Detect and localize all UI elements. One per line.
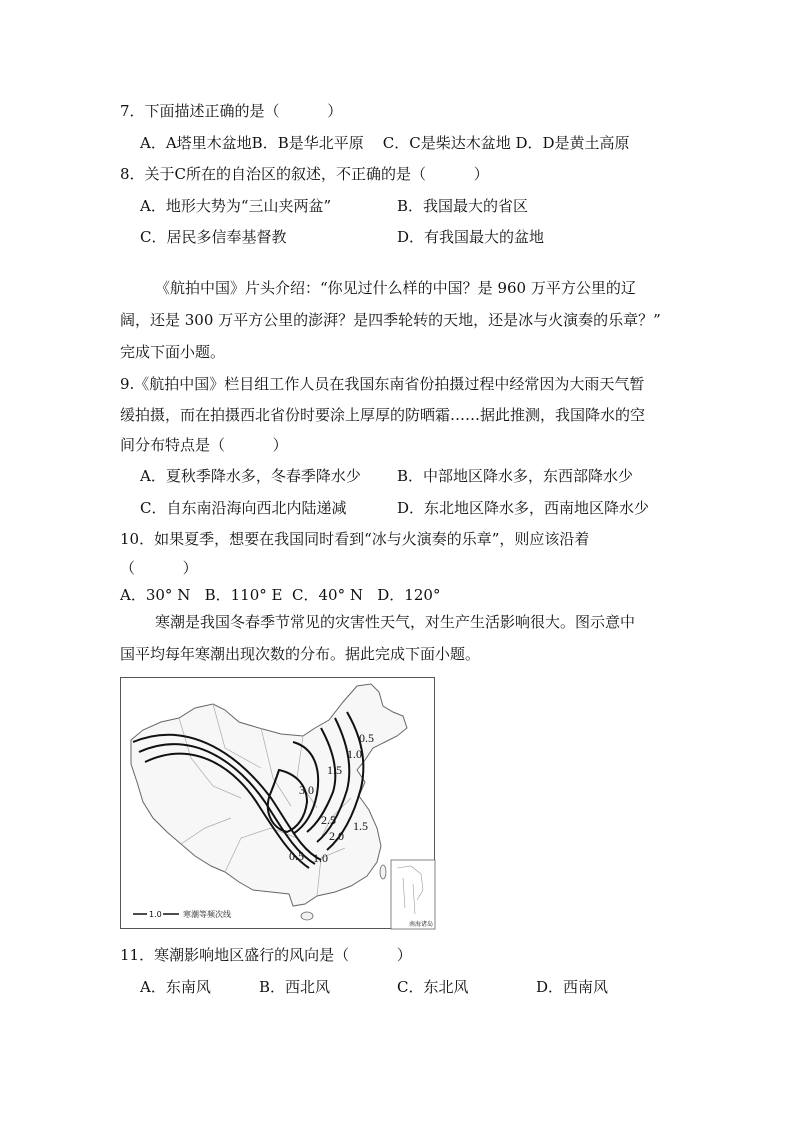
isoline-label-8: 0.5 (289, 849, 304, 863)
isoline-label-9: 1.0 (313, 851, 328, 865)
legend-sample-value: 1.0 (149, 910, 162, 919)
china-map-graphic (121, 678, 436, 930)
q11-option-b: B．西北风 (259, 978, 331, 996)
q9-option-d: D．东北地区降水多，西南地区降水少 (397, 499, 650, 517)
q9-stem-line1: 9.《航拍中国》栏目组工作人员在我国东南省份拍摄过程中经常因为大雨天气暂 (120, 375, 645, 393)
hainan-island (301, 912, 313, 920)
q11-option-c: C．东北风 (397, 978, 469, 996)
passage2-line2: 国平均每年寒潮出现次数的分布。据此完成下面小题。 (120, 645, 481, 663)
passage1-line2: 阔，还是 300 万平方公里的澎湃？是四季轮转的天地，还是冰与火演奏的乐章？” (120, 311, 661, 329)
q9-stem-line2: 缓拍摄，而在拍摄西北省份时要涂上厚厚的防晒霜……据此推测，我国降水的空 (120, 406, 646, 424)
cold-wave-frequency-map (120, 677, 435, 929)
q7-options: A．A塔里木盆地B．B是华北平原 C．C是柴达木盆地 D．D是黄土高原 (140, 134, 630, 152)
south-china-sea-inset (391, 860, 435, 929)
q8-option-a: A．地形大势为“三山夹两盆” (140, 197, 332, 215)
taiwan-island (380, 865, 386, 879)
isoline-label-6: 2.0 (329, 829, 344, 843)
passage1-line3: 完成下面小题。 (120, 343, 226, 361)
q10-stem-line1: 10．如果夏季，想要在我国同时看到“冰与火演奏的乐章”，则应该沿着 (120, 530, 590, 548)
passage2-line1: 寒潮是我国冬春季节常见的灾害性天气，对生产生活影响很大。图示意中 (155, 613, 636, 631)
q9-stem-line3: 间分布特点是（ ） (120, 436, 288, 454)
q11-stem: 11．寒潮影响地区盛行的风向是（ ） (120, 946, 412, 964)
q11-option-d: D．西南风 (536, 978, 609, 996)
q9-option-c: C．自东南沿海向西北内陆递减 (140, 499, 347, 517)
isoline-label-4: 3.0 (299, 783, 314, 797)
q9-option-b: B．中部地区降水多，东西部降水少 (397, 467, 634, 485)
passage1-line1: 《航拍中国》片头介绍：“你见过什么样的中国？是 960 万平方公里的辽 (155, 279, 636, 297)
q8-stem: 8．关于C所在的自治区的叙述，不正确的是（ ） (120, 165, 489, 183)
q11-option-a: A．东南风 (140, 978, 211, 996)
legend-text: 寒潮等频次线 (183, 910, 231, 919)
isoline-label-3: 1.5 (327, 763, 342, 777)
q7-stem: 7．下面描述正确的是（ ） (120, 102, 343, 120)
q10-stem-line2: （ ） (120, 559, 198, 577)
q8-option-b: B．我国最大的省区 (397, 197, 529, 215)
q9-option-a: A．夏秋季降水多，冬春季降水少 (140, 467, 361, 485)
q8-option-c: C．居民多信奉基督教 (140, 228, 287, 246)
isoline-label-1: 0.5 (359, 731, 374, 745)
inset-caption: 南海诸岛 (409, 921, 434, 928)
q10-options: A．30° N B．110° E C．40° N D．120° (120, 586, 441, 604)
isoline-label-5: 2.5 (321, 813, 336, 827)
isoline-label-2: 1.0 (347, 747, 362, 761)
isoline-label-7: 1.5 (353, 819, 368, 833)
q8-option-d: D．有我国最大的盆地 (397, 228, 545, 246)
